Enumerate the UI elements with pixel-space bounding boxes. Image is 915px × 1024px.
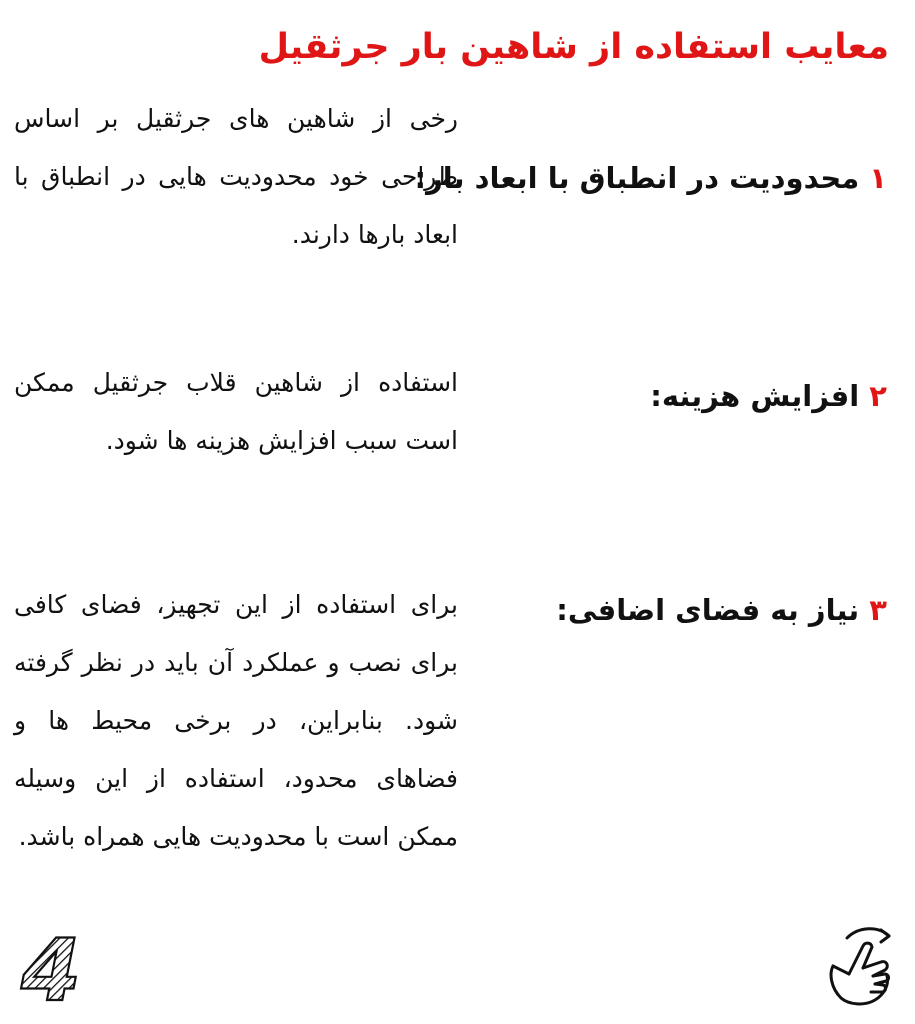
- item-text: استفاده از شاهین قلاب جرثقیل ممکن است سبب افزایش هزینه ها شود.: [14, 368, 458, 455]
- item-heading: [650, 376, 887, 416]
- item-text: برای استفاده از این تجهیز، فضای کافی برای نصب و عملکرد آن باید در نظر گرفته شود. بنابراین، در برخی محیط ها و فضاهای محدود، استفاده از این وسیله ممکن است با محدودیت هایی همراه باشد.: [14, 590, 458, 851]
- item-heading-text: افزایش هزینه:: [650, 379, 860, 413]
- item-heading: [556, 590, 887, 630]
- page-number-text: 4: [21, 930, 81, 1008]
- item-text: رخی از شاهین های جرثقیل بر اساس طراحی خود محدودیت هایی در انطباق با ابعاد بارها دارند.: [14, 104, 458, 249]
- page-number-4-icon: [16, 930, 86, 1008]
- item-heading: [414, 158, 887, 198]
- page-title: [259, 14, 889, 80]
- swipe-hand-icon: [819, 922, 899, 1008]
- item-heading-text: نیاز به فضای اضافی:: [556, 593, 860, 627]
- page-title-text: معایب استفاده از شاهین بار جرثقیل: [258, 27, 889, 67]
- item-heading-text: محدودیت در انطباق با ابعاد بار:: [414, 161, 860, 195]
- item-number: ۲: [869, 379, 887, 413]
- item-number: ۱: [869, 161, 887, 195]
- item-number: ۳: [869, 593, 887, 627]
